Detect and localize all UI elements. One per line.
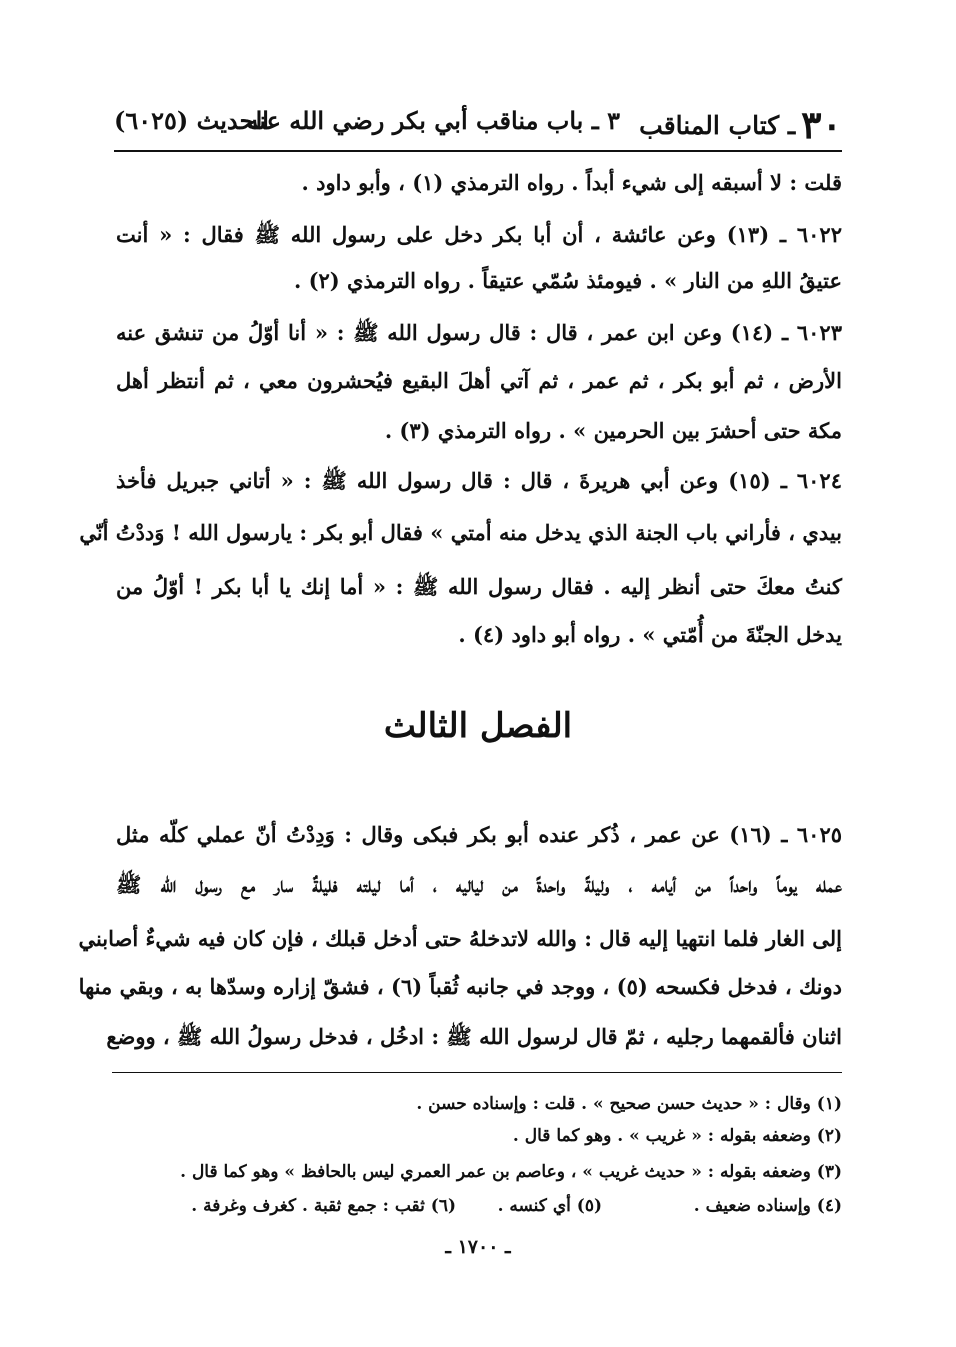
text-line: ٦٠٢٢ ـ (١٣) وعن عائشة ، أن أبا بكر دخل على رسول الله ﷺ فقال : « أنت — [116, 222, 842, 247]
page-footer-number: ـ ١٧٠٠ ـ — [445, 1236, 511, 1258]
text-line: دونك ، فدخل فكسحه (٥) ، ووجد في جانبه ثُقباً (٦) ، فشقّ إزاره وسدّها به ، وبقي منها — [78, 974, 842, 999]
text-line: الأرض ، ثم أبو بكر ، ثم عمر ، ثم آتي أهلَ البقيع فيُحشرون معي ، ثم أنتظر أهل — [116, 368, 842, 393]
page-header — [114, 96, 842, 147]
chapter-title: ٣ ـ باب مناقب أبي بكر رضي الله عنه — [246, 106, 620, 135]
footnote-rule — [112, 1072, 842, 1073]
book-title: ـ كتاب المناقب — [639, 111, 796, 140]
text-line: بيدي ، فأراني باب الجنة الذي يدخل منه أمتي » فقال أبو بكر : يارسول الله ! وَددْتُ أنّي — [79, 520, 842, 545]
text-line: إلى الغار فلما انتهيا إليه قال : والله لاتدخلهُ حتى أدخل قبلك ، فإن كان فيه شيءٌ أصابني — [78, 926, 842, 951]
hadith-range: الحديث (٦٠٢٥) — [114, 106, 269, 135]
footnote: (٦) ثقب : جمع ثقبة . كغرف وغرفة . — [191, 1196, 456, 1216]
text-line: مكة حتى أحشرَ بين الحرمين » . رواه الترمذي (٣) . — [384, 418, 842, 443]
section-title: الفصل الثالث — [383, 706, 573, 746]
text-line: ٦٠٢٤ ـ (١٥) وعن أبي هريرةَ ، قال : قال رسول الله ﷺ : « أتاني جبريل فأخذ — [116, 468, 842, 493]
footnote: (١) وقال : « حديث حسن صحيح » . قلت : وإسناده حسن . — [416, 1094, 842, 1114]
text-line: ٦٠٢٥ ـ (١٦) عن عمر ، ذُكر عنده أبو بكر فبكى وقال : وَدِدْتُ أنّ عملي كلّه مثل — [116, 822, 843, 847]
text-line: ٦٠٢٣ ـ (١٤) وعن ابن عمر ، قال : قال رسول الله ﷺ : « أنا أوّلُ من تنشق عنه — [116, 320, 842, 345]
footnote: (٤) وإسناده ضعيف . — [693, 1196, 842, 1216]
text-line: يدخل الجنّةَ من أُمّتي » . رواه أبو داود (٤) . — [458, 622, 842, 647]
text-line: اثنان فألقمهما رجليه ، ثمّ قال لرسول الله ﷺ : ادخُل ، فدخل رسولُ الله ﷺ ، ووضع — [106, 1024, 842, 1049]
text-line: عتيقُ اللهِ من النار » . فيومئذ سُمّي عتيقاً . رواه الترمذي (٢) . — [293, 268, 842, 293]
text-line: قلت : لا أسبقه إلى شيء أبداً . رواه الترمذي (١) ، وأبو داود . — [301, 170, 842, 195]
running-head-book — [639, 102, 842, 147]
footnote: (٢) وضعفه بقوله : « غريب » . وهو كما قال . — [512, 1126, 842, 1146]
page-number: ٣٠ — [801, 102, 842, 147]
footnote: (٣) وضعفه بقوله : « حديث غريب » ، وعاصم بن عمر العمري ليس بالحافظ » وهو كما قال . — [180, 1162, 842, 1182]
header-rule — [114, 150, 842, 152]
text-line: عمله يوماً واحداً من أيامه ، وليلةً واحدةً من لياليه ، أما ليلته فليلةٌ سار مع رسول الله ﷺ — [116, 872, 842, 897]
text-line: كنتُ معكَ حتى أنظر إليه . فقال رسول الله ﷺ : « أما إنك يا أبا بكر ! أوّلُ من — [116, 574, 842, 599]
footnote: (٥) أي كنسه . — [497, 1196, 602, 1216]
